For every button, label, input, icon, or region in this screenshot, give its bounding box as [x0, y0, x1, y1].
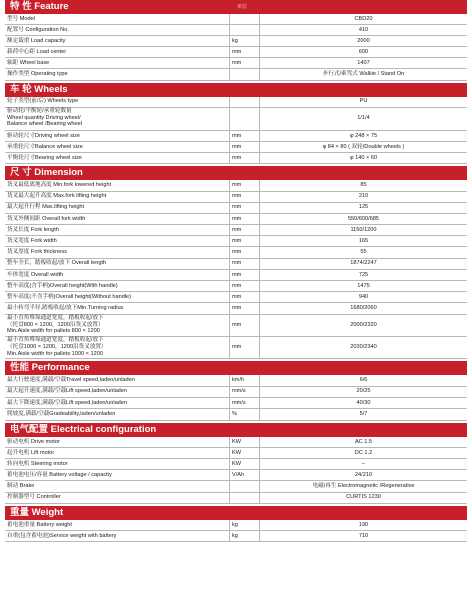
table-row: [5, 520, 467, 531]
row-value: 125: [259, 203, 467, 213]
row-value: 40/30: [259, 398, 467, 408]
row-label: 轮子类型(前/后) Wheels type: [7, 98, 79, 105]
row-label-line: 最小直角堆垛通道宽度，踏板收起/放下: [7, 315, 104, 322]
table-row: [5, 153, 467, 164]
row-unit: mm: [229, 192, 259, 202]
row-value: 2000/2320: [259, 315, 467, 336]
row-unit: mm: [229, 292, 259, 302]
section-header-feature: [5, 0, 467, 14]
row-unit: km/h: [229, 375, 259, 385]
section-header-performance: [5, 361, 467, 375]
spec-sheet: [5, 0, 467, 542]
section-header-dimension: [5, 166, 467, 180]
row-value: 940: [259, 292, 467, 302]
row-label-line: 驱动轮/平衡轮/承重轮数量: [7, 108, 72, 115]
row-label-line: Balance wheel /Bearing wheel: [7, 121, 82, 128]
table-row: [5, 387, 467, 398]
row-value: PU: [259, 97, 467, 107]
table-row: [5, 225, 467, 236]
row-value: 1680/2060: [259, 303, 467, 313]
row-label: 货叉最低离地高度 Min.fork lowered height: [7, 182, 112, 189]
row-value: 1874/2247: [259, 259, 467, 269]
row-unit: mm: [229, 142, 259, 152]
table-row: [5, 14, 467, 25]
section-title: 车 轮 Wheels: [10, 83, 68, 95]
row-unit: mm: [229, 131, 259, 141]
section-title: 电气配置 Electrical configuration: [10, 423, 157, 435]
row-value: 2000: [259, 36, 467, 46]
table-row: [5, 375, 467, 386]
row-unit: mm: [229, 214, 259, 224]
table-row: [5, 337, 467, 359]
row-label: 控制器型号 Controller: [7, 494, 61, 501]
row-label-line: （托盘1000 × 1200，1200沿货叉放置）: [7, 343, 107, 350]
row-unit: mm/s: [229, 387, 259, 397]
row-unit: [229, 97, 259, 107]
table-row: [5, 303, 467, 314]
row-label-line: 最小直角堆垛通道宽度，踏板收起/放下: [7, 337, 104, 344]
section-title: 特 性 Feature: [10, 1, 69, 12]
row-unit: mm/s: [229, 398, 259, 408]
row-label: 最大行驶速度,满载/空载Travel speed,laden/unladen: [7, 377, 135, 384]
row-value: 2030/2340: [259, 337, 467, 358]
section-header-electrical: [5, 423, 467, 437]
row-value: 85: [259, 180, 467, 190]
row-value: 710: [259, 531, 467, 541]
table-row: [5, 470, 467, 481]
row-label: 最大下降速度,满载/空载Lift speed,laden/unladen: [7, 399, 128, 406]
row-unit: [229, 25, 259, 35]
row-label: 转向电机 Steering motor: [7, 460, 68, 467]
row-label: 制动 Brake: [7, 483, 35, 490]
row-unit: mm: [229, 47, 259, 57]
table-row: [5, 481, 467, 492]
row-value: –: [259, 459, 467, 469]
row-value: φ 248 × 75: [259, 131, 467, 141]
row-value: CURTIS 1230: [259, 493, 467, 503]
table-row: [5, 25, 467, 36]
row-label-line: Min.Aisle width for pallets 800 × 1200: [7, 328, 100, 335]
table-row: [5, 180, 467, 191]
row-unit: [229, 14, 259, 24]
table-row: [5, 69, 467, 80]
row-value: 1475: [259, 281, 467, 291]
row-value: 190: [259, 520, 467, 530]
row-label: 自重(包含蓄电池)Service weight with battery: [7, 532, 117, 539]
row-label: 货叉宽度 Fork width: [7, 238, 57, 245]
row-label: 最大起升行程 Max.lifting height: [7, 204, 85, 211]
table-row: [5, 398, 467, 409]
row-unit: mm: [229, 259, 259, 269]
table-row: [5, 459, 467, 470]
electrical-section: [5, 423, 467, 504]
row-value: 20/25: [259, 387, 467, 397]
table-row: [5, 47, 467, 58]
row-label: 车体宽度 Overall width: [7, 271, 64, 278]
row-label: 驱动电机 Drive motor: [7, 438, 60, 445]
row-value: 24/210: [259, 470, 467, 480]
row-value: 1150/1200: [259, 225, 467, 235]
row-unit: kg: [229, 531, 259, 541]
row-unit: mm: [229, 315, 259, 336]
row-label: [5, 337, 229, 358]
table-row: [5, 192, 467, 203]
row-label: 承重轮尺寸Balance wheel size: [7, 143, 83, 150]
row-label: 货叉长度 Fork length: [7, 226, 59, 233]
row-label: 操作类型 Operating type: [7, 71, 68, 78]
row-unit: KW: [229, 437, 259, 447]
row-label: 爬坡度,满载/空载Gradeability,laden/unladen: [7, 411, 116, 418]
performance-section: [5, 361, 467, 421]
row-label: 起升电机 Lift motor: [7, 449, 55, 456]
row-value: 410: [259, 25, 467, 35]
row-unit: mm: [229, 203, 259, 213]
row-label: 货叉厚度 Fork thickness: [7, 249, 67, 256]
row-value: 725: [259, 270, 467, 280]
row-value: 1/1/4: [259, 108, 467, 130]
row-value: 电磁/再生 Electromagnetic /Regenerative: [259, 481, 467, 491]
row-label-line: Wheel quantity Driving wheel/: [7, 114, 81, 121]
row-label: 整车高度(不含手柄)Overall height(Without handle): [7, 293, 132, 300]
row-value: AC 1.5: [259, 437, 467, 447]
row-value: 6/6: [259, 375, 467, 385]
table-row: [5, 292, 467, 303]
unit-column-header: 单位: [237, 4, 248, 10]
row-unit: kg: [229, 520, 259, 530]
row-value: CBD20: [259, 14, 467, 24]
row-unit: mm: [229, 281, 259, 291]
feature-section: [5, 0, 467, 81]
wheels-section: [5, 83, 467, 165]
row-unit: mm: [229, 303, 259, 313]
table-row: [5, 131, 467, 142]
row-unit: KW: [229, 459, 259, 469]
section-title: 重量 Weight: [10, 506, 64, 518]
row-value: 210: [259, 192, 467, 202]
row-unit: [229, 69, 259, 79]
row-unit: %: [229, 409, 259, 419]
row-value: 5/7: [259, 409, 467, 419]
row-label: 额定载重 Load capacity: [7, 37, 66, 44]
row-unit: V/Ah: [229, 470, 259, 480]
table-row: [5, 214, 467, 225]
row-value: 550/600/685: [259, 214, 467, 224]
table-row: [5, 236, 467, 247]
table-row: [5, 97, 467, 108]
row-label: 货叉外侧间距 Overall fork width: [7, 215, 86, 222]
row-label-line: Min.Aisle width for pallets 1000 × 1200: [7, 350, 103, 357]
row-value: DC 1.2: [259, 448, 467, 458]
table-row: [5, 493, 467, 504]
row-unit: mm: [229, 270, 259, 280]
row-unit: mm: [229, 225, 259, 235]
row-value: φ 140 × 60: [259, 153, 467, 163]
row-label: 蓄电池重量 Battery weight: [7, 521, 72, 528]
table-row: [5, 108, 467, 131]
row-unit: mm: [229, 247, 259, 257]
table-row: [5, 531, 467, 542]
row-value: 55: [259, 247, 467, 257]
row-label: 型号 Model: [7, 15, 35, 22]
table-row: [5, 281, 467, 292]
row-label: 货叉最大起升高度 Max.fork lifting height: [7, 193, 107, 200]
row-unit: [229, 481, 259, 491]
section-title: 尺 寸 Dimension: [10, 167, 83, 179]
table-row: [5, 448, 467, 459]
row-label: [5, 315, 229, 336]
section-header-wheels: [5, 83, 467, 97]
row-value: 165: [259, 236, 467, 246]
row-unit: mm: [229, 153, 259, 163]
table-row: [5, 409, 467, 420]
section-header-weight: [5, 506, 467, 520]
row-value: 1407: [259, 58, 467, 68]
dimension-section: [5, 166, 467, 359]
weight-section: [5, 506, 467, 542]
row-value: 600: [259, 47, 467, 57]
section-title: 性能 Performance: [10, 362, 90, 374]
row-unit: [229, 108, 259, 130]
table-row: [5, 437, 467, 448]
row-label: [5, 108, 229, 130]
row-unit: KW: [229, 448, 259, 458]
row-label: 驱动轮尺寸Driving wheel size: [7, 132, 81, 139]
row-label: 最大起升速度,满载/空载Lift speed,laden/unladen: [7, 388, 128, 395]
row-label: 整车高度(含手柄)Overall height(With handle): [7, 282, 118, 289]
row-value: φ 84 × 80 ( 双轮/Double wheels ): [259, 142, 467, 152]
row-label: 平衡轮尺寸Bearing wheel size: [7, 154, 82, 161]
row-label-line: （托盘800 × 1200，1200沿货叉放置）: [7, 321, 104, 328]
table-row: [5, 259, 467, 270]
row-unit: [229, 493, 259, 503]
row-label: 配置号 Configuration No.: [7, 26, 69, 33]
table-row: [5, 142, 467, 153]
row-unit: mm: [229, 180, 259, 190]
row-label: 整车全长，踏板收起/放下 Overall length: [7, 260, 107, 267]
row-value: 步行式/乘驾式 Walkie / Stand On: [259, 69, 467, 79]
table-row: [5, 58, 467, 69]
row-unit: mm: [229, 337, 259, 358]
row-label: 载荷中心距 Load center: [7, 49, 67, 56]
table-row: [5, 315, 467, 337]
table-row: [5, 247, 467, 258]
table-row: [5, 36, 467, 47]
row-label: 轴距 Wheel base: [7, 60, 50, 67]
table-row: [5, 270, 467, 281]
row-unit: mm: [229, 236, 259, 246]
table-row: [5, 203, 467, 214]
row-unit: mm: [229, 58, 259, 68]
row-label: 最小转弯半径,踏板收起/放下Min.Turning radius: [7, 305, 124, 312]
row-unit: kg: [229, 36, 259, 46]
row-label: 蓄电池电压/容量 Battery voltage / capacity: [7, 472, 112, 479]
